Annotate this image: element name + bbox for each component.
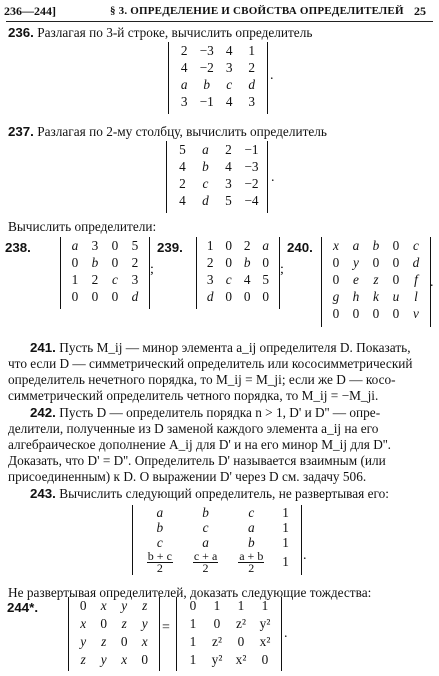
matrix-cell: c	[248, 505, 255, 520]
matrix-cell: b	[372, 238, 380, 253]
matrix-cell: 0	[189, 598, 197, 613]
identity-intro: Не развертывая определителей, доказать следующие тождества:	[8, 585, 372, 600]
matrix-cell: u	[392, 289, 400, 304]
matrix-cell: 1	[71, 272, 79, 287]
matrix-cell: z	[373, 272, 379, 287]
matrix-cell: c	[112, 272, 118, 287]
matrix-cell: 1	[282, 520, 289, 535]
matrix-cell: 2	[225, 142, 232, 157]
matrix-cell: 5	[262, 272, 270, 287]
fraction	[238, 551, 264, 574]
problem-239-number: 239.	[157, 240, 183, 255]
problem-239-determinant	[196, 237, 280, 309]
matrix-cell: 0	[100, 616, 108, 631]
fraction-numerator: b + c	[147, 549, 172, 564]
problem-237-determinant	[166, 141, 268, 213]
problem-237-number: 237.	[8, 124, 34, 139]
fraction	[147, 551, 173, 574]
matrix-cell: h	[352, 289, 360, 304]
matrix-cell: 3	[225, 176, 232, 191]
matrix-cell: 3	[180, 94, 188, 109]
problem-236-text: Разлагая по 3-й строке, вычислить определитель	[37, 25, 313, 40]
problem-242-line-1	[30, 405, 380, 420]
matrix-cell: 2	[180, 43, 188, 58]
problem-242-line-4: Доказать, что D' = D''. Определитель D' называется взаимным (или	[8, 453, 386, 468]
matrix-cell: k	[373, 289, 379, 304]
matrix-cell: −1	[244, 142, 259, 157]
matrix-cell: x	[80, 616, 87, 631]
matrix-cell: 0	[243, 289, 251, 304]
matrix-cell: −3	[199, 43, 214, 58]
matrix-cell: −4	[244, 193, 259, 208]
problem-242-line-2: делители, полученные из D заменой каждого элемента a_ij на его	[8, 421, 379, 436]
matrix-cell: a	[262, 238, 270, 253]
fraction-denominator: 2	[248, 561, 255, 576]
period-mark: ;	[280, 262, 284, 277]
fraction-denominator: 2	[156, 561, 163, 576]
matrix-cell: 0	[352, 306, 360, 321]
problem-237-text: Разлагая по 2-му столбцу, вычислить определитель	[37, 124, 327, 139]
matrix-cell: b	[243, 255, 251, 270]
matrix-cell: b	[247, 535, 255, 550]
problem-237-statement	[8, 124, 327, 139]
problem-238-number: 238.	[5, 240, 31, 255]
matrix-cell: 0	[111, 289, 119, 304]
matrix-cell: 0	[213, 616, 221, 631]
problem-241-text-1: Пусть M_ij — минор элемента a_ij определителя D. Показать,	[59, 340, 411, 355]
problem-241-line-2: что если D — симметрический определитель или кососимметрический	[8, 356, 413, 371]
matrix-cell: y	[100, 652, 107, 667]
fraction	[193, 551, 218, 574]
matrix-cell: y²	[211, 652, 223, 667]
matrix-cell: x²	[259, 634, 271, 649]
matrix-cell: z²	[236, 616, 246, 631]
period-mark: .	[271, 170, 275, 185]
problem-244-right-determinant	[176, 597, 282, 671]
matrix-cell: b	[202, 505, 209, 520]
matrix-cell: 0	[332, 272, 340, 287]
matrix-cell: 1	[189, 634, 197, 649]
matrix-cell: a	[156, 505, 164, 520]
problem-240-determinant	[321, 237, 431, 327]
problem-241-number: 241.	[30, 340, 56, 355]
matrix-cell: 3	[91, 238, 99, 253]
matrix-cell: x	[141, 634, 148, 649]
matrix-cell: 2	[248, 60, 256, 75]
matrix-cell: 0	[262, 255, 270, 270]
matrix-cell: 4	[225, 159, 232, 174]
matrix-cell: 0	[372, 255, 380, 270]
matrix-cell: a	[202, 142, 209, 157]
matrix-cell: 1	[282, 505, 289, 520]
matrix-cell: y²	[259, 616, 271, 631]
matrix-cell: v	[413, 306, 419, 321]
matrix-cell: d	[248, 77, 256, 92]
matrix-cell: x²	[235, 652, 247, 667]
matrix-cell: 0	[332, 306, 340, 321]
matrix-cell: 1	[189, 616, 197, 631]
matrix-cell: 0	[71, 255, 79, 270]
matrix-cell: a	[202, 535, 209, 550]
matrix-cell: 1	[248, 43, 256, 58]
matrix-cell: d	[412, 255, 420, 270]
matrix-cell: 0	[71, 289, 79, 304]
matrix-cell: 1	[206, 238, 214, 253]
period-mark: .	[430, 275, 434, 290]
matrix-cell: 0	[392, 272, 400, 287]
matrix-cell: c	[225, 272, 232, 287]
matrix-cell: 4	[180, 60, 188, 75]
equals-sign: =	[162, 620, 170, 635]
matrix-cell: 5	[225, 193, 232, 208]
matrix-cell: b	[203, 77, 211, 92]
matrix-cell: x	[100, 598, 107, 613]
matrix-cell: d	[206, 289, 214, 304]
matrix-cell: g	[332, 289, 340, 304]
matrix-cell: 1	[213, 598, 221, 613]
matrix-cell: 2	[243, 238, 251, 253]
fraction-numerator: a + b	[239, 549, 264, 564]
matrix-cell: 5	[179, 142, 186, 157]
matrix-cell: e	[353, 272, 359, 287]
matrix-cell: 0	[261, 652, 269, 667]
matrix-cell: a	[247, 520, 255, 535]
matrix-cell: d	[202, 193, 209, 208]
matrix-cell: a	[352, 238, 360, 253]
matrix-cell: c	[226, 77, 233, 92]
matrix-cell: a	[180, 77, 188, 92]
matrix-cell: x	[121, 652, 128, 667]
matrix-cell: 4	[243, 272, 251, 287]
matrix-cell: 0	[91, 289, 99, 304]
matrix-cell: 4	[179, 159, 186, 174]
problem-242-number: 242.	[30, 405, 56, 420]
matrix-cell: z	[121, 616, 127, 631]
matrix-cell: 1	[189, 652, 197, 667]
problem-243-text: Вычислить следующий определитель, не развертывая его:	[59, 486, 389, 501]
matrix-cell: 1	[237, 598, 245, 613]
matrix-cell: c	[413, 238, 419, 253]
matrix-cell: y	[141, 616, 148, 631]
matrix-cell	[137, 550, 183, 574]
matrix-cell: a	[71, 238, 79, 253]
problem-244-number: 244*.	[7, 600, 39, 615]
matrix-cell: 0	[225, 255, 233, 270]
problem-243-determinant	[132, 505, 302, 575]
matrix-cell: 1	[261, 598, 269, 613]
matrix-cell: b	[156, 520, 164, 535]
fraction-denominator: 2	[202, 561, 209, 576]
period-mark: .	[270, 68, 274, 83]
problem-242-line-3: алгебраическое дополнение A_ij для D' и на его минор M_ij для D''.	[8, 437, 391, 452]
matrix-cell: −2	[244, 176, 259, 191]
matrix-cell: x	[333, 238, 339, 253]
matrix-cell: z	[101, 634, 107, 649]
problem-236-number: 236.	[8, 25, 34, 40]
matrix-cell: 0	[141, 652, 149, 667]
matrix-cell: 1	[282, 554, 289, 569]
matrix-cell	[228, 550, 274, 574]
problem-241-line-1	[30, 340, 411, 355]
problem-241-line-3: определитель нечетного порядка, то M_ij = M_ji; если же D — косо-	[8, 372, 396, 387]
matrix-cell: 2	[131, 255, 139, 270]
matrix-cell: l	[414, 289, 418, 304]
problem-236-determinant	[168, 42, 268, 114]
matrix-cell: 0	[262, 289, 270, 304]
matrix-cell: 0	[372, 306, 380, 321]
header-problem-range: 236—244]	[4, 4, 56, 18]
fraction-numerator: c + a	[193, 549, 218, 564]
matrix-cell: 0	[120, 634, 128, 649]
problem-242-text-1: Пусть D — определитель порядка n > 1, D' и D'' — опре-	[59, 405, 381, 420]
problem-238-determinant	[60, 237, 150, 309]
matrix-cell: 3	[131, 272, 139, 287]
matrix-cell: z	[80, 652, 86, 667]
matrix-cell: 0	[392, 255, 400, 270]
matrix-cell: 0	[392, 306, 400, 321]
problem-244-left-determinant	[68, 597, 160, 671]
matrix-cell: 2	[91, 272, 99, 287]
matrix-cell: 0	[79, 598, 87, 613]
matrix-cell: c	[202, 520, 209, 535]
matrix-cell: −1	[199, 94, 214, 109]
matrix-cell: 0	[392, 238, 400, 253]
problem-240-number: 240.	[287, 240, 313, 255]
period-mark: .	[303, 548, 307, 563]
matrix-cell: −2	[199, 60, 214, 75]
matrix-cell: 4	[225, 43, 233, 58]
matrix-cell: z²	[212, 634, 222, 649]
matrix-cell: 3	[248, 94, 256, 109]
matrix-cell: 0	[332, 255, 340, 270]
matrix-cell	[183, 550, 229, 574]
matrix-cell: z	[142, 598, 148, 613]
problem-243-statement	[30, 486, 389, 501]
header-section-title: § 3. ОПРЕДЕЛЕНИЕ И СВОЙСТВА ОПРЕДЕЛИТЕЛЕЙ	[110, 5, 404, 17]
period-mark: ;	[150, 262, 154, 277]
matrix-cell: −3	[244, 159, 259, 174]
matrix-cell: y	[121, 598, 128, 613]
matrix-cell: 0	[111, 238, 119, 253]
matrix-cell: 3	[206, 272, 214, 287]
matrix-cell: c	[202, 176, 209, 191]
matrix-cell: y	[80, 634, 87, 649]
matrix-cell: y	[353, 255, 359, 270]
problem-243-number: 243.	[30, 486, 56, 501]
header-rule	[6, 21, 433, 22]
problem-236-statement	[8, 25, 312, 40]
matrix-cell: 1	[282, 535, 289, 550]
matrix-cell: f	[414, 272, 418, 287]
matrix-cell: 2	[179, 176, 186, 191]
matrix-cell: 4	[179, 193, 186, 208]
matrix-cell: 4	[225, 94, 233, 109]
matrix-cell: 5	[131, 238, 139, 253]
period-mark: .	[284, 626, 288, 641]
matrix-cell: 0	[225, 238, 233, 253]
matrix-cell: 0	[225, 289, 233, 304]
matrix-cell: b	[202, 159, 209, 174]
matrix-cell: c	[156, 535, 163, 550]
matrix-cell: b	[91, 255, 99, 270]
problem-242-line-5: присоединенным) к D. О выражении D' через D см. задачу 506.	[8, 469, 367, 484]
problem-241-line-4: симметрический определитель четного порядка, то M_ij = −M_ji.	[8, 388, 379, 403]
matrix-cell: 2	[206, 255, 214, 270]
matrix-cell: 0	[237, 634, 245, 649]
compute-intro: Вычислить определители:	[8, 219, 157, 234]
header-page-number: 25	[414, 4, 426, 18]
matrix-cell: 0	[111, 255, 119, 270]
matrix-cell: d	[131, 289, 139, 304]
matrix-cell: 3	[225, 60, 233, 75]
